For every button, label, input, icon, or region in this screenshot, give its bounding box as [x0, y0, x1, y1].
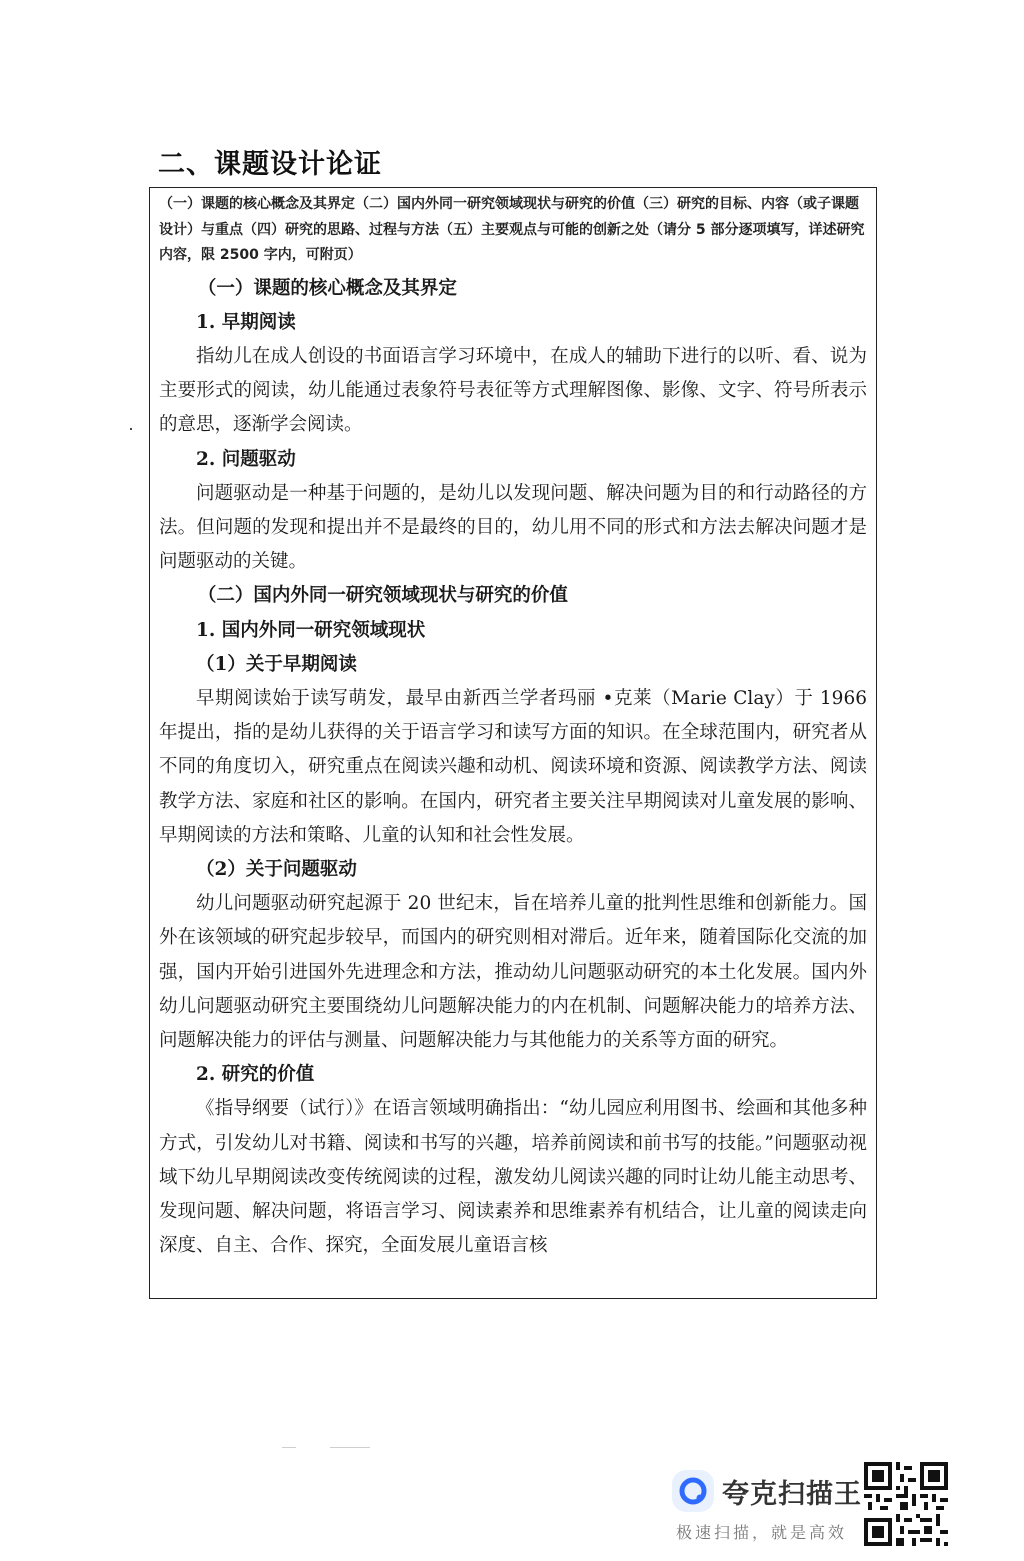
paragraph-about-problem-driven: 幼儿问题驱动研究起源于 20 世纪末，旨在培养儿童的批判性思维和创新能力。国外在该领域的研究起步较早，而国内的研究则相对滞后。近年来，随着国际化交流的加强，国内开始引进国外先进理念和方法，推动幼儿问题驱动研究的本土化发展。国内外幼儿问题驱动研究主要围绕幼儿问题解决能力的内在机制、问题解决能力的培养方法、问题解决能力的评估与测量、问题解决能力与其他能力的关系等方面的研究。	[159, 893, 867, 1051]
paragraph-problem-driven: 问题驱动是一种基于问题的，是幼儿以发现问题、解决问题为目的和行动路径的方法。但问题的发现和提出并不是最终的目的，幼儿用不同的形式和方法去解决问题才是问题驱动的关键。	[159, 482, 867, 573]
heading-core-concepts: （一）课题的核心概念及其界定	[197, 277, 457, 299]
scan-speck	[130, 428, 132, 430]
quark-logo-icon	[672, 1470, 714, 1512]
heading-research-status: （二）国内外同一研究领域现状与研究的价值	[197, 585, 568, 607]
brand-name: 夸克扫描王	[722, 1478, 862, 1510]
paragraph-early-reading: 指幼儿在成人创设的书面语言学习环境中，在成人的辅助下进行的以听、看、说为主要形式的阅读，幼儿能通过表象符号表征等方式理解图像、影像、文字、符号所表示的意思，逐渐学会阅读。	[159, 345, 867, 436]
heading-about-problem-driven: （2）关于问题驱动	[196, 858, 357, 880]
qr-code-icon	[864, 1462, 948, 1546]
scan-artifact-line	[330, 1447, 370, 1448]
paragraph-about-early-reading: 早期阅读始于读写萌发，最早由新西兰学者玛丽 •克莱（Marie Clay）于 1966 年提出，指的是幼儿获得的关于语言学习和读写方面的知识。在全球范围内，研究者从不同的角度切入，研究重点在阅读兴趣和动机、阅读环境和资源、阅读教学方法、阅读教学方法、家庭和社区的影响。在国内，研究者主要关注早期阅读对儿童发展的影响、早期阅读的方法和策略、儿童的认知和社会性发展。	[159, 687, 867, 846]
section-title: 二、课题设计论证	[158, 149, 382, 180]
heading-research-status-sub: 1. 国内外同一研究领域现状	[196, 619, 426, 641]
body-text	[159, 272, 867, 1264]
paragraph-research-value: 《指导纲要（试行）》在语言领域明确指出：“幼儿园应利用图书、绘画和其他多种方式，引发幼儿对书籍、阅读和书写的兴趣，培养前阅读和前书写的技能。”问题驱动视域下幼儿早期阅读改变传统阅读的过程，激发幼儿阅读兴趣的同时让幼儿能主动思考、发现问题、解决问题，将语言学习、阅读素养和思维素养有机结合，让儿童的阅读走向深度、自主、合作、探究，全面发展儿童语言核	[159, 1098, 867, 1257]
heading-about-early-reading: （1）关于早期阅读	[196, 653, 357, 675]
heading-problem-driven: 2. 问题驱动	[196, 448, 296, 470]
heading-early-reading: 1. 早期阅读	[196, 311, 296, 333]
instructions-text: （一）课题的核心概念及其界定（二）国内外同一研究领域现状与研究的价值（三）研究的目标、内容（或子课题设计）与重点（四）研究的思路、过程与方法（五）主要观点与可能的创新之处（请分 5 部分逐项填写，详述研究内容，限 2500 字内，可附页）	[159, 196, 865, 263]
content-box	[149, 187, 877, 1299]
scan-artifact-line	[282, 1447, 296, 1448]
scanner-brand	[672, 1470, 862, 1512]
heading-research-value: 2. 研究的价值	[196, 1064, 315, 1086]
brand-slogan: 极速扫描，就是高效	[676, 1523, 848, 1542]
